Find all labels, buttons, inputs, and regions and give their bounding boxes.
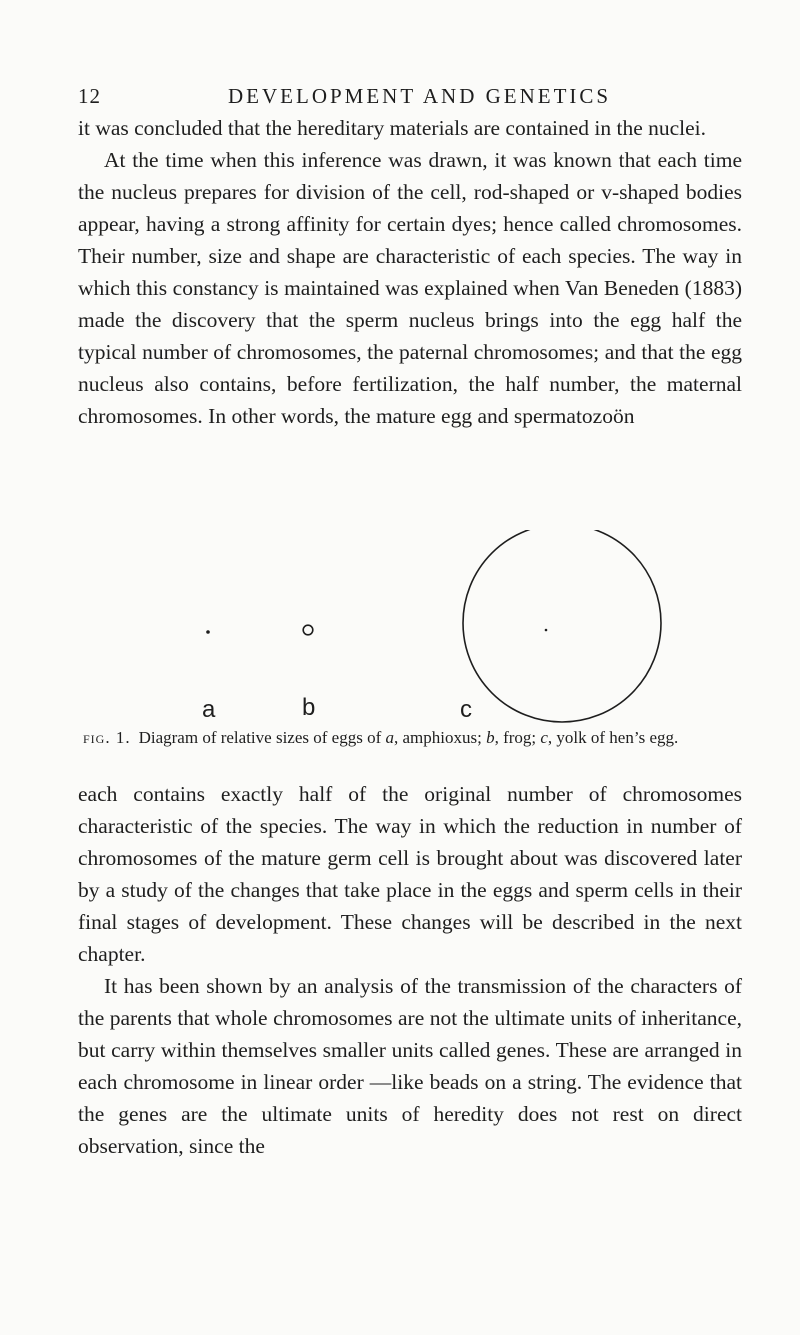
caption-text-4: , yolk of hen’s egg. (547, 728, 679, 747)
book-page (78, 0, 742, 1335)
paragraph-continued: it was concluded that the hereditary materials are contained in the nuclei. (78, 116, 707, 140)
caption-var-a: a (385, 728, 394, 747)
caption-var-b: b (486, 728, 495, 747)
egg-c-hen-yolk (463, 530, 661, 722)
figure-egg-sizes (78, 530, 742, 760)
figure-label-b: b (302, 694, 316, 721)
egg-size-diagram (78, 530, 742, 726)
caption-text-3: , frog; (494, 728, 537, 747)
egg-b-frog (303, 625, 313, 635)
paragraph-chromosomes: At the time when this inference was drawn, it was known that each time the nucleus prepares for division of the cell, rod-shaped or v-shaped bodies appear, having a strong affinity for certain dyes; hence called chromosomes. Their number, size and shape are characteristic of each species. The way in which this constancy is maintained was explained when Van Beneden (1883) made the discovery that the sperm nucleus brings into the egg half the typical number of chromosomes, the paternal chromosomes; and that the egg nucleus also contains, before fertilization, the half number, the maternal chromosomes. In other words, the mature egg and spermatozoön (78, 148, 742, 428)
paragraph-reduction: each contains exactly half of the original number of chromosomes characteristic of the species. The way in which the reduction in number of chromosomes of the mature germ cell is brought about was discovered later by a study of the changes that take place in the eggs and sperm cells in their final stages of development. These changes will be described in the next chapter. (78, 782, 742, 966)
running-head (78, 84, 742, 114)
text-block-bottom (78, 778, 742, 1162)
caption-text-2: , amphioxus; (393, 728, 482, 747)
paragraph-genes: It has been shown by an analysis of the transmission of the characters of the parents that whole chromosomes are not the ultimate units of inheritance, but carry within themselves smaller units called genes. These are arranged in each chromosome in linear order —like beads on a string. The evidence that the genes are the ultimate units of heredity does not rest on direct observation, since the (78, 974, 742, 1158)
figure-label-a: a (202, 696, 216, 723)
figure-label-c: c (460, 696, 472, 723)
running-head-title: DEVELOPMENT AND GENETICS (228, 84, 612, 108)
figure-caption-label: fig. 1. (83, 728, 131, 747)
figure-caption (83, 726, 743, 750)
yolk-nucleus-dot (545, 629, 548, 632)
caption-text-1: Diagram of relative sizes of eggs of (138, 728, 382, 747)
caption-var-c: c (540, 728, 548, 747)
page-number: 12 (78, 84, 101, 108)
egg-a-amphioxus (206, 630, 210, 634)
text-block-top (78, 112, 742, 432)
